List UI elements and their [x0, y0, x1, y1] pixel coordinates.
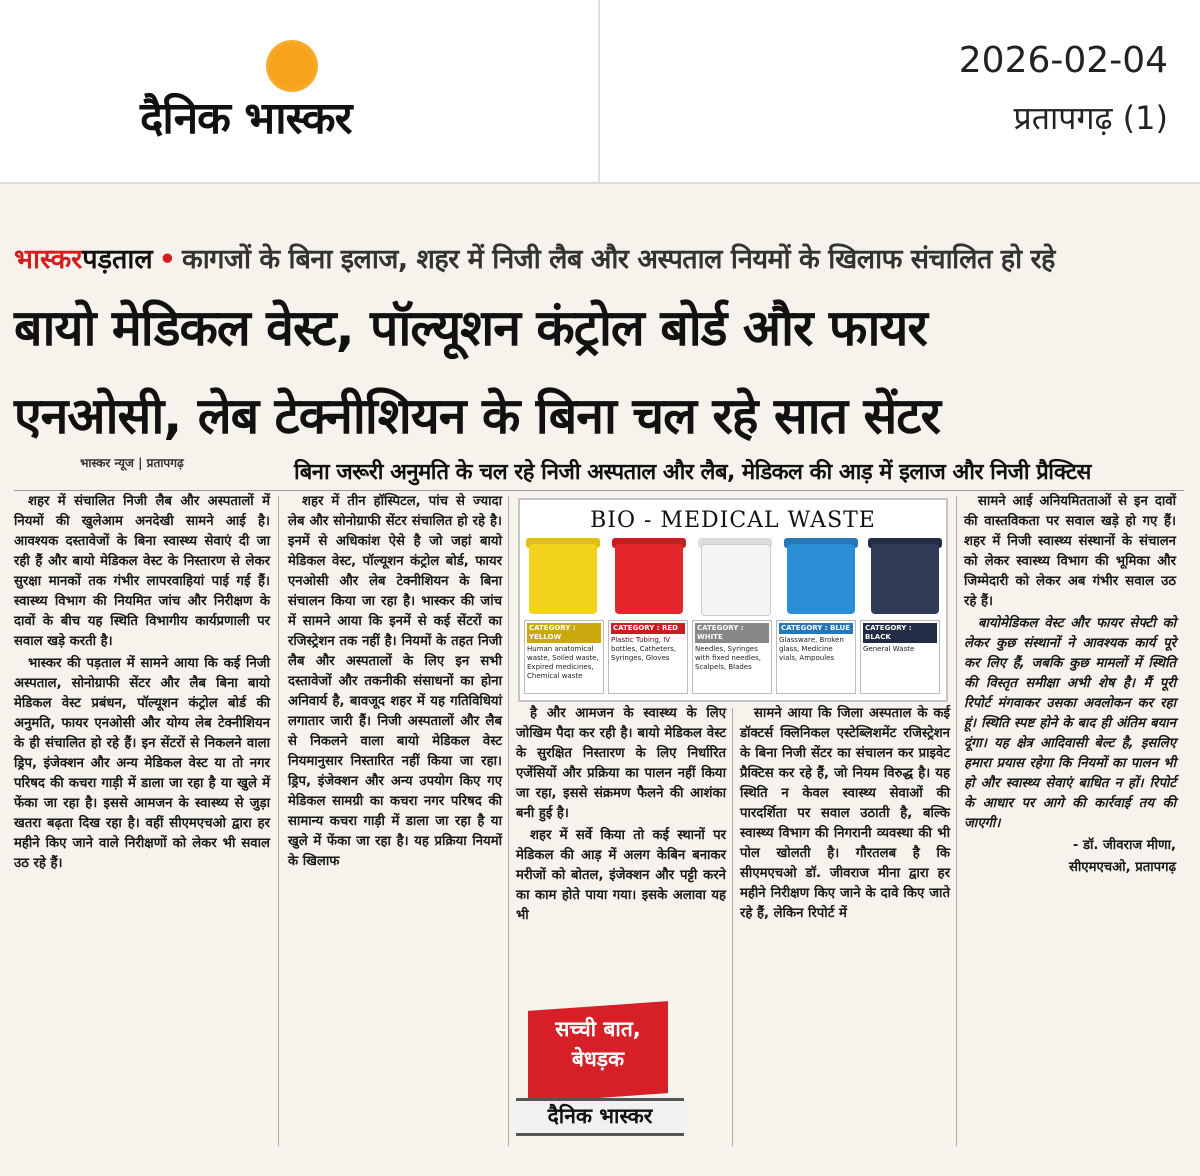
poster-title: BIO - MEDICAL WASTE: [590, 508, 876, 533]
kicker-brand-2: पड़ताल: [82, 244, 153, 275]
column-divider: [956, 496, 957, 1146]
header-divider: [598, 0, 600, 182]
promo-line-1: सच्ची बात,: [555, 1017, 641, 1041]
byline: भास्कर न्यूज | प्रतापगढ़: [80, 456, 184, 470]
article-column-5: [964, 492, 1176, 880]
paragraph: शहर में सर्वे किया तो कई स्थानों पर मेडिकल की आड़ में अलग केबिन बनाकर मरीजों को बोतल, इंजेक्शन और पट्टी करने का काम होते पाया गया। इसके अलावा यह भी: [516, 828, 726, 923]
blue-bin: [787, 544, 855, 614]
promo-brand: दैनिक भास्कर: [547, 1104, 653, 1128]
headline-line-1: बायो मेडिकल वेस्ट, पॉल्यूशन कंट्रोल बोर्ड और फायर: [14, 299, 927, 357]
quote-role: सीएमएचओ, प्रतापगढ़: [1068, 860, 1176, 875]
subheadline: बिना जरूरी अनुमति के चल रहे निजी अस्पताल और लैब, मेडिकल की आड़ में इलाज और निजी प्रैक्टिस: [294, 460, 1091, 485]
black-bin: [871, 544, 939, 614]
newspaper-clipping: [0, 184, 1200, 1176]
promo-line-2: बेधड़क: [571, 1047, 625, 1071]
page-header: [0, 0, 1200, 184]
edition-date: 2026-02-04: [958, 40, 1168, 81]
column-divider: [278, 496, 279, 1146]
paragraph: भास्कर की पड़ताल में सामने आया कि कई निजी अस्पताल, सोनोग्राफी सेंटर और लैब बिना बायो मेडिकल वेस्ट प्रबंधन, पॉल्यूशन कंट्रोल बोर्ड की अनुमति, फायर एनओसी और योग्य लेब टेक्नीशियन के ही संचालित हो रहे हैं। इन सेंटरों से निकलने वाला ड्रिप, इंजेक्शन और अन्य मेडिकल वेस्ट या तो नगर परिषद की कचरा गाड़ी में डाला जा रहा है या खुले में फेंका जा रहा है। इससे आमजन के स्वास्थ्य से जुड़ा खतरा बढ़ता दिख रहा है। वहीं सीएमएचओ द्वारा हर महीने किए जाने वाले निरीक्षणों को लेकर भी सवाल उठ रहे हैं।: [14, 656, 270, 871]
category-red: CATEGORY : RED Plastic Tubing, IV bottles, Catheters, Syringes, Gloves: [608, 620, 688, 694]
category-blue: CATEGORY : BLUE Glassware, Broken glass, Medicine vials, Ampoules: [776, 620, 856, 694]
paragraph: शहर में तीन हॉस्पिटल, पांच से ज्यादा लेब और सोनोग्राफी सेंटर संचालित हो रहे है। इनमें से अधिकांश ऐसे है जो जहां बायो मेडिकल वेस्ट, पॉल्यूशन कंट्रोल बोर्ड, फायर एनओसी और लेब टेक्नीशियन के बिना संचालन किया जा रहा है। भास्कर की जांच में सामने आया कि इनमें से कई सेंटरों का रजिस्ट्रेशन तक नहीं है। नियमों के तहत निजी लैब और अस्पतालों के लिए इन सभी दस्तावेजों और तकनीकी संसाधनों का होना अनिवार्य है, बावजूद शहर में यह गतिविधियां लगातार जारी हैं। निजी अस्पतालों और लैब से निकलने वाला बायो मेडिकल वेस्ट नियमानुसार निस्तारित नहीं किया जा रहा। ड्रिप, इंजेक्शन और अन्य उपयोग किए गए मेडिकल सामग्री का कचरा नगर परिषद की सामान्य कचरा गाड़ी में डाला जा रहा है या खुले में फेंका जा रहा है। यह प्रक्रिया नियमों के खिलाफ: [288, 494, 502, 869]
kicker: [14, 239, 1055, 276]
masthead-logo: दैनिक भास्कर: [140, 93, 352, 144]
bio-medical-waste-photo: [518, 498, 948, 702]
kicker-text: कागजों के बिना इलाज, शहर में निजी लैब और अस्पताल नियमों के खिलाफ संचालित हो रहे: [182, 244, 1055, 275]
yellow-bin: [529, 544, 597, 614]
paragraph: सामने आई अनियमितताओं से इन दावों की वास्तविकता पर सवाल खड़े हो गए हैं। शहर में निजी स्वास्थ्य संस्थानों के संचालन को लेकर स्वास्थ्य विभाग की भूमिका और जिम्मेदारी को लेकर अब गंभीर सवाल उठ रहे हैं।: [964, 494, 1176, 609]
white-bin: [701, 544, 771, 616]
edition-page: प्रतापगढ़ (1): [1013, 99, 1168, 137]
column-divider: [508, 496, 509, 1146]
headline: [14, 284, 1184, 460]
article-column-1: [14, 492, 270, 876]
paragraph: है और आमजन के स्वास्थ्य के लिए जोखिम पैदा कर रही है। बायो मेडिकल वेस्ट के सुरक्षित निस्तारण के लिए निर्धारित एजेंसियों और प्रक्रिया का पालन नहीं किया जा रहा, इससे संक्रमण फैलने की आशंका बनी हुई है।: [516, 706, 726, 821]
kicker-brand: भास्कर: [14, 244, 83, 275]
category-yellow: CATEGORY : YELLOW Human anatomical waste, Soiled waste, Expired medicines, Chemical waste: [524, 620, 604, 694]
red-bin: [615, 544, 683, 614]
headline-line-2: एनओसी, लेब टेक्नीशियन के बिना चल रहे सात सेंटर: [14, 387, 940, 445]
official-quote: बायोमेडिकल वेस्ट और फायर सेफ्टी को लेकर कुछ संस्थानों ने आवश्यक कार्य पूरे कर लिए हैं, जबकि कुछ मामलों में स्थिति की विस्तृत समीक्षा अभी शेष है। मैं पूरी रिपोर्ट मंगवाकर उसका अवलोकन कर रहा हूं। स्थिति स्पष्ट होने के बाद ही अंतिम बयान दूंगा। यह क्षेत्र आदिवासी बेल्ट है, इसलिए हमारा प्रयास रहेगा कि नियमों का पालन भी हो और स्वास्थ्य सेवाएं बाधित न हों। रिपोर्ट के आधार पर आगे की कार्रवाई तय की जाएगी।: [964, 616, 1176, 831]
paragraph: सामने आया कि जिला अस्पताल के कई डॉक्टर्स क्लिनिकल एस्टेब्लिशमेंट रजिस्ट्रेशन के बिना निजी सेंटर का संचालन कर प्राइवेट प्रैक्टिस कर रहे हैं, जो नियम विरुद्ध है। यह स्थिति न केवल स्वास्थ्य सेवाओं की पारदर्शिता पर सवाल उठाती है, बल्कि स्वास्थ्य विभाग की निगरानी व्यवस्था की भी पोल खोलती है। गौरतलब है कि सीएमएचओ डॉ. जीवराज मीना द्वारा हर महीने निरीक्षण किए जाने के दावे किए जाते रहे हैं, लेकिन रिपोर्ट में: [740, 706, 950, 921]
column-divider: [732, 708, 733, 1146]
article-column-3: [516, 704, 726, 928]
category-white: CATEGORY : WHITE Needles, Syringes with fixed needles, Scalpels, Blades: [692, 620, 772, 694]
sun-logo-icon: [266, 40, 318, 92]
category-black: CATEGORY : BLACK General Waste: [860, 620, 940, 694]
divider: [14, 490, 1184, 491]
article-column-2: [288, 492, 502, 874]
kicker-separator: •: [158, 244, 177, 275]
promo-logo: [514, 1004, 682, 1140]
article-column-4: [740, 704, 950, 926]
quote-attribution: - डॉ. जीवराज मीणा,: [1072, 838, 1176, 853]
paragraph: शहर में संचालित निजी लैब और अस्पतालों में नियमों की खुलेआम अनदेखी सामने आई है। आवश्यक दस्तावेजों के बिना स्वास्थ्य सेवाएं दी जा रही हैं और बायो मेडिकल वेस्ट के निस्तारण से लेकर सुरक्षा मानकों तक गंभीर लापरवाहियां पाई गई हैं। स्वास्थ्य विभाग की नियमित जांच और निरीक्षण के दावों के बीच यह स्थिति विभागीय कार्यप्रणाली पर सवाल खड़े करती है।: [14, 494, 270, 649]
promo-brand-bar: [516, 1098, 684, 1136]
